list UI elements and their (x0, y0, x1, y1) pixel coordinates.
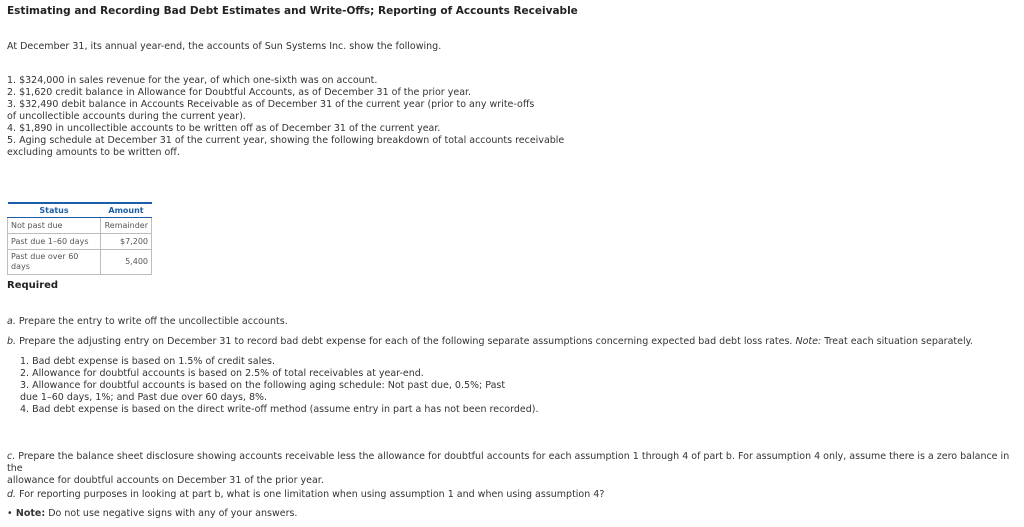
amount-cell: Remainder (101, 218, 152, 234)
answer-note (7, 508, 297, 520)
amount-cell: $7,200 (101, 234, 152, 250)
table-row (8, 250, 152, 275)
fact-line: excluding amounts to be written off. (7, 147, 180, 158)
note-text: Do not use negative signs with any of your answers. (45, 508, 298, 519)
fact-line: 1. $324,000 in sales revenue for the year, of which one-sixth was on account. (7, 75, 378, 86)
fact-line: 5. Aging schedule at December 31 of the current year, showing the following breakdown of total accounts receivable (7, 135, 565, 146)
status-cell: Past due over 60 days (8, 250, 101, 275)
problem-title: Estimating and Recording Bad Debt Estimates and Write-Offs; Reporting of Accounts Receivable (7, 5, 578, 17)
part-a (7, 316, 288, 328)
table-header-row (8, 203, 152, 218)
required-heading: Required (7, 280, 59, 291)
fact-line: 3. $32,490 debit balance in Accounts Receivable as of December 31 of the current year (prior to any write-offs (7, 99, 535, 110)
part-b-assumptions (20, 356, 580, 416)
part-letter: c. (7, 451, 16, 462)
intro-text: At December 31, its annual year-end, the accounts of Sun Systems Inc. show the following. (7, 41, 442, 52)
part-d (7, 489, 604, 501)
column-header-status: Status (8, 203, 101, 218)
aging-schedule-table (7, 202, 152, 275)
part-b (7, 336, 973, 348)
part-b-note-label: Note: (795, 336, 822, 347)
table-row (8, 234, 152, 250)
assumption-line: 2. Allowance for doubtful accounts is based on 2.5% of total receivables at year-end. (20, 368, 424, 379)
fact-line: 4. $1,890 in uncollectible accounts to be written off as of December 31 of the current year. (7, 123, 441, 134)
assumption-line: 1. Bad debt expense is based on 1.5% of credit sales. (20, 356, 276, 367)
part-b-text: Prepare the adjusting entry on December 31 to record bad debt expense for each of the following separate assumptions concerning expected bad debt loss rates. (16, 336, 796, 347)
part-a-text: Prepare the entry to write off the uncollectible accounts. (15, 316, 288, 327)
bullet-icon: • (7, 508, 13, 519)
assumption-line: due 1–60 days, 1%; and Past due over 60 days, 8%. (20, 392, 268, 403)
assumption-line: 4. Bad debt expense is based on the direct write-off method (assume entry in part a has not been recorded). (20, 404, 539, 415)
fact-line: 2. $1,620 credit balance in Allowance for Doubtful Accounts, as of December 31 of the prior year. (7, 87, 472, 98)
assumption-line: 3. Allowance for doubtful accounts is based on the following aging schedule: Not past due, 0.5%; Past (20, 380, 506, 391)
part-letter: b. (7, 336, 17, 347)
column-header-amount: Amount (101, 203, 152, 218)
fact-line: of uncollectible accounts during the current year). (7, 111, 246, 122)
status-cell: Past due 1–60 days (8, 234, 101, 250)
facts-list (7, 75, 607, 159)
part-letter: a. (7, 316, 16, 327)
status-cell: Not past due (8, 218, 101, 234)
part-b-note-text: Treat each situation separately. (821, 336, 973, 347)
part-c-text-continued: allowance for doubtful accounts on December 31 of the prior year. (7, 475, 324, 486)
table-row (8, 218, 152, 234)
part-letter: d. (7, 489, 17, 500)
part-d-text: For reporting purposes in looking at part b, what is one limitation when using assumption 1 and when using assumption 4? (16, 489, 605, 500)
note-label: Note: (12, 508, 46, 519)
part-c-text: Prepare the balance sheet disclosure showing accounts receivable less the allowance for doubtful accounts for each assumption 1 through 4 of part b. For assumption 4 only, assume there is a zero balance in the (7, 451, 1010, 474)
amount-cell: 5,400 (101, 250, 152, 275)
part-c (7, 451, 1017, 487)
